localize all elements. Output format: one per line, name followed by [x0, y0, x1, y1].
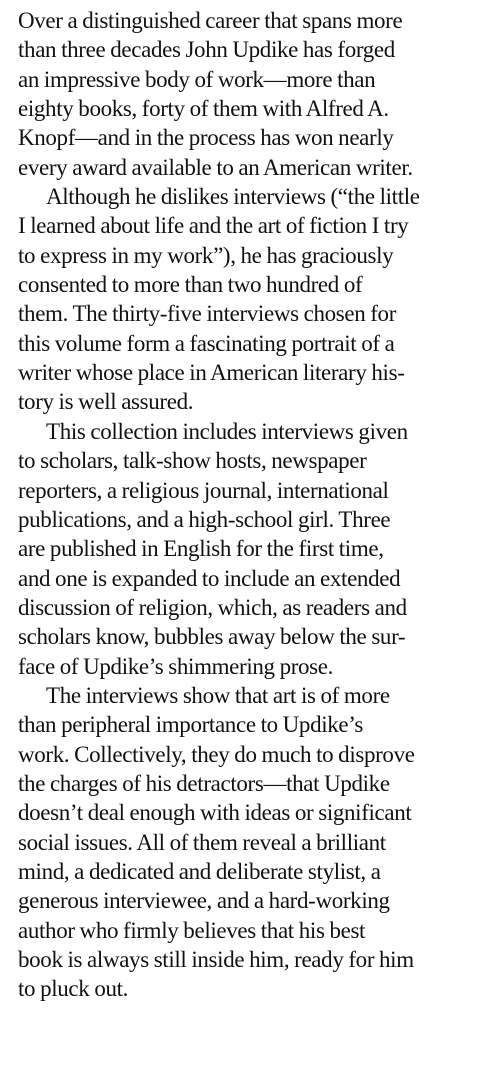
text-line: mind, a dedicated and deliberate stylist, a [18, 858, 381, 884]
text-line: discussion of religion, which, as readers and [18, 594, 407, 620]
text-line: eighty books, forty of them with Alfred A. [18, 96, 389, 122]
text-line: are published in English for the first time, [18, 536, 384, 562]
text-line: consented to more than two hundred of [18, 272, 363, 298]
text-line: writer whose place in American literary his- [18, 360, 405, 386]
text-line: the charges of his detractors—that Updike [18, 770, 390, 796]
text-line: tory is well assured. [18, 389, 194, 415]
text-line: This collection includes interviews given [46, 418, 408, 444]
text-line: The interviews show that art is of more [46, 682, 390, 708]
text-line: face of Updike’s shimmering prose. [18, 653, 334, 679]
text-line: this volume form a fascinating portrait of a [18, 330, 395, 356]
text-line: Over a distinguished career that spans more [18, 8, 403, 33]
text-line: doesn’t deal enough with ideas or significant [18, 800, 412, 826]
text-line: an impressive body of work—more than [18, 66, 376, 92]
text-line: reporters, a religious journal, international [18, 477, 389, 503]
text-line: than peripheral importance to Updike’s [18, 712, 363, 738]
paragraph-2 [18, 182, 496, 417]
text-line: publications, and a high-school girl. Three [18, 506, 391, 532]
text-line: work. Collectively, they do much to disprove [18, 741, 415, 767]
document-page [18, 6, 496, 1004]
text-line: scholars know, bubbles away below the sur- [18, 624, 406, 650]
text-line: them. The thirty-five interviews chosen for [18, 301, 397, 327]
text-line: Knopf—and in the process has won nearly [18, 125, 394, 151]
text-line: to pluck out. [18, 976, 129, 1002]
paragraph-4 [18, 681, 496, 1004]
text-line: to scholars, talk-show hosts, newspaper [18, 448, 367, 474]
paragraph-3 [18, 417, 496, 681]
text-line: every award available to an American writer. [18, 154, 413, 180]
text-line: author who firmly believes that his best [18, 917, 366, 943]
text-line: than three decades John Updike has forged [18, 37, 395, 63]
text-line: social issues. All of them reveal a brilliant [18, 829, 386, 855]
text-line: book is always still inside him, ready for him [18, 947, 414, 972]
paragraph-1 [18, 6, 496, 182]
text-line: generous interviewee, and a hard-working [18, 888, 390, 914]
text-line: and one is expanded to include an extended [18, 565, 401, 591]
text-line: to express in my work”), he has graciously [18, 242, 394, 268]
text-line: I learned about life and the art of fiction I try [18, 213, 409, 239]
text-line: Although he dislikes interviews (“the little [46, 184, 420, 210]
